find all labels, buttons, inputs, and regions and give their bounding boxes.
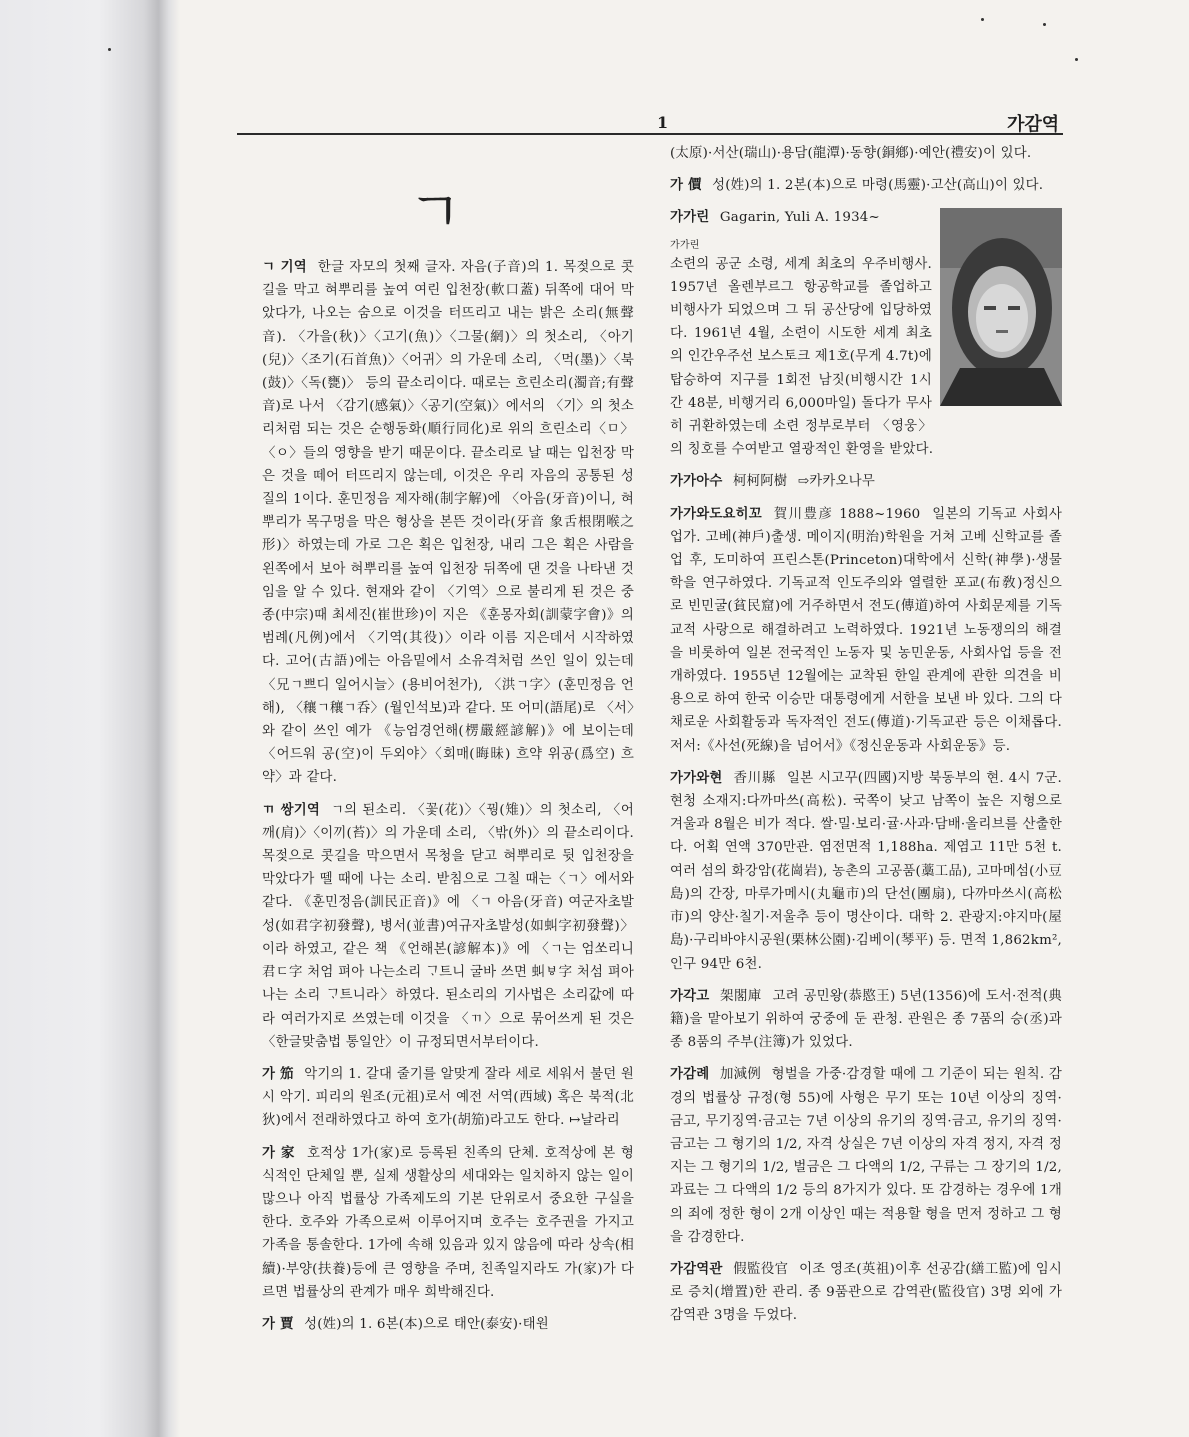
entry-headword: 가가와현	[670, 770, 723, 786]
entry-headword: 가감역관	[670, 1261, 723, 1277]
entry-text: 성(姓)의 1. 6본(本)으로 태안(泰安)·태원	[304, 1316, 549, 1332]
running-head: 가감역	[1007, 114, 1060, 135]
entry-hanja: 加減例	[719, 1067, 762, 1083]
entry-hanja: 架閣庫	[720, 988, 762, 1004]
header-rule	[237, 133, 1063, 135]
entry-text: 형벌을 가중·감경할 때에 그 기준이 되는 원칙. 감경의 법률상 규정(형 55)에 사형은 무기 또는 10년 이상의 징역·금고, 무기징역·금고는 7년 이상의 유기의 징역·금고, 유기의 징역·금고는 그 형기의 1/2, 자격 상실은 7년 이상의 자격 정지, 자격 정지는 그 형기의 1/2, 벌금은 그 다액의 1/2, 구류는 그 장기의 1/2, 과료는 그 다액의 1/2 등의 8가지가 있다. 또 감경하는 경우에 1개의 죄에 정한 형이 2개 이상인 때는 적용할 형을 먼저 정하고 그 형을 감경한다.	[670, 1067, 1062, 1245]
entry-headword: 가가린	[670, 210, 710, 226]
entry-text: 고려 공민왕(恭愍王) 5년(1356)에 도서·전적(典籍)을 맡아보기 위하여 궁중에 둔 관청. 관원은 종 7품의 승(丞)과 종 8품의 주부(注簿)가 있었다.	[670, 988, 1062, 1051]
photo-caption: 가가린	[670, 239, 700, 251]
entry-hanja: 假監役官	[733, 1261, 789, 1277]
dictionary-entry	[670, 206, 1062, 229]
dictionary-entry	[670, 174, 1062, 197]
dictionary-entry	[670, 1258, 1062, 1328]
entry-headword: 가가와도요히꼬	[670, 506, 762, 522]
left-column	[262, 256, 634, 1345]
entry-text: 소련의 공군 소령, 세계 최초의 우주비행사. 1957년 올렌부르그 항공학교를 졸업하고 비행사가 되었으며 그 뒤 공산당에 입당하였다. 1961년 4월, 소련이 시도한 세계 최초의 인간우주선 보스토크 제1호(무게 4.7t)에 탑승하여 지구를 1회전 남짓(비행시간 1시간 48분, 비행거리 6,000마일) 돌다가 무사히 귀환하였는데 소련 정부로부터 〈영웅〉의 칭호를 수여받고 열광적인 환영을 받았다.	[670, 256, 934, 458]
dictionary-entry	[262, 1142, 634, 1304]
dictionary-entry	[670, 1063, 1062, 1249]
entry-text: 성(姓)의 1. 2본(本)으로 마령(馬靈)·고산(高山)이 있다.	[712, 178, 1044, 194]
dictionary-entry	[670, 503, 1062, 758]
entry-headword: ㄲ 쌍기역	[262, 802, 320, 818]
page-number: 1	[657, 113, 669, 132]
entry-text: 악기의 1. 갈대 줄기를 알맞게 잘라 세로 세워서 불던 원시 악기. 피리의 원조(元祖)로서 예전 서역(西域) 혹은 북적(北狄)에서 전래하였다고 하여 호가(胡笳)라고도 한다. ↦날라리	[262, 1066, 634, 1129]
entry-text: 일본의 기독교 사회사업가. 고베(神戶)출생. 메이지(明治)학원을 거쳐 고베 신학교를 졸업 후, 도미하여 프린스톤(Princeton)대학에서 신학(神學)·생물학을 연구하였다. 기독교적 인도주의와 열렬한 포교(布敎)정신으로 빈민굴(貧民窟)에 거주하면서 전도(傳道)하여 사회문제를 기독교적 사랑으로 해결하려고 노력하였다. 1921년 노동쟁의의 해결을 비롯하여 일본 전국적인 노동자 및 농민운동, 사회사업 등을 전개하였다. 1955년 12월에는 교착된 한일 관계에 관한 의견을 비용으로 하여 한국 이승만 대통령에게 서한을 보낸 바 있다. 그의 다채로운 사회활동과 독자적인 전도(傳道)·기독교관 등은 이채롭다. 저서:《사선(死線)을 넘어서》《정신운동과 사회운동》등.	[670, 506, 1062, 754]
entry-headword: 가감례	[670, 1067, 710, 1083]
dictionary-entry	[670, 767, 1062, 976]
dictionary-entry	[262, 1313, 634, 1336]
entry-hanja: 賀川豊彦 1888~1960	[773, 506, 921, 522]
dictionary-entry	[670, 985, 1062, 1055]
gagarin-photo	[940, 208, 1062, 424]
entry-hanja: 柯柯阿樹	[733, 474, 788, 490]
entry-headword: 가각고	[670, 988, 710, 1004]
portrait-image	[940, 208, 1062, 406]
entry-hanja: 香川縣	[733, 770, 776, 786]
entry-text: 한글 자모의 첫째 글자. 자음(子音)의 1. 목젖으로 콧길을 막고 혀뿌리를 높여 여린 입천장(軟口蓋) 뒤쪽에 대어 막았다가, 나오는 숨으로 이것을 터뜨리고 내는 밝은 소리(無聲音). 〈가을(秋)〉〈고기(魚)〉〈그물(網)〉의 첫소리, 〈아기(兒)〉〈조기(石首魚)〉〈어귀〉의 가운데 소리, 〈먹(墨)〉〈북(鼓)〉〈독(甕)〉 등의 끝소리이다. 때로는 흐린소리(濁音;有聲音)로 나서 〈감기(感氣)〉〈공기(空氣)〉에서의 〈기〉의 첫소리처럼 되는 것은 순행동화(順行同化)로 위의 흐린소리〈ㅁ〉〈ㅇ〉들의 영향을 받기 때문이다. 끝소리로 날 때는 입천장 막은 것을 떼어 터뜨리지 않는데, 이것은 우리 자음의 공통된 성질의 1이다. 훈민정음 제자해(制字解)에 〈아음(牙音)이니, 혀뿌리가 목구멍을 막은 형상을 본뜬 것이라(牙音 象舌根閉喉之形)〉하였는데 가로 그은 획은 입천장, 내리 그은 획은 사람을 왼쪽에서 보아 혀뿌리를 높여 입천장 뒤쪽에 댄 것을 나타낸 것임을 알 수 있다. 현재와 같이 〈기역〉으로 불리게 된 것은 중종(中宗)때 최세진(崔世珍)이 지은 《훈몽자회(訓蒙字會)》의 범례(凡例)에서 〈기역(其役)〉이라 이름 지은데서 시작하였다. 고어(古語)에는 아음밑에서 소유격처럼 쓰인 일이 있는데 〈兄ㄱ쁘디 일어시늘〉(용비어천가), 〈洪ㄱ字〉(훈민정음 언해), 〈穰ㄱ穰ㄱ呑〉(월인석보)과 같다. 또 어미(語尾)로 〈서〉와 같이 쓰인 예가 《능엄경언해(楞嚴經諺解)》에 보이는데 〈어드워 공(空)이 두외야〉〈회매(晦昧) 흐약 위공(爲空) 흐약〉과 같다.	[262, 260, 634, 786]
entry-text: ⇨카카오나무	[797, 474, 875, 490]
entry-headword: ㄱ 기역	[262, 260, 307, 275]
dictionary-entry	[262, 799, 634, 1054]
entry-headword: 가 笳	[262, 1066, 294, 1082]
entry-headword: 가 賈	[262, 1316, 294, 1332]
section-letter: ㄱ	[408, 180, 463, 245]
dictionary-entry	[262, 256, 634, 790]
dictionary-entry	[262, 1063, 634, 1133]
entry-headword: 가 價	[670, 178, 702, 194]
entry-headword: 가 家	[262, 1145, 296, 1161]
entry-text: 일본 시고꾸(四國)지방 북동부의 현. 4시 7군. 현청 소재지:다까마쓰(高松). 국쪽이 낮고 남쪽이 높은 지형으로 겨울과 8월은 비가 적다. 쌀·밀·보리·귤·사과·담배·올리브를 산출한다. 어획 연액 370만관. 염전면적 1,188ha. 제염고 11만 5천 t. 여러 섬의 화강암(花崗岩), 농촌의 고공품(藁工品), 고마메섬(小豆島)의 간장, 마루가메시(丸龜市)의 단선(團扇), 다까마쓰시(高松市)의 양산·칠기·저울추 등이 명산이다. 대학 2. 관광지:야지마(屋島)·구리바야시공원(栗林公園)·김베이(琴平) 등. 면적 1,862km², 인구 94만 6천.	[670, 770, 1062, 972]
right-column	[670, 142, 1062, 1337]
dictionary-entry	[670, 470, 1062, 493]
entry-text: 이조 영조(英祖)이후 선공감(繕工監)에 임시로 증치(增置)한 관리. 종 9품관으로 감역관(監役官) 3명 외에 가감역관 3명을 두었다.	[670, 1261, 1062, 1324]
book-gutter	[0, 0, 180, 1437]
entry-headword: 가가아수	[670, 474, 723, 490]
entry-text: (太原)·서산(瑞山)·용담(龍潭)·동향(銅鄕)·예안(禮安)이 있다.	[670, 146, 1032, 161]
entry-hanja: Gagarin, Yuli A. 1934~	[719, 210, 880, 226]
entry-text: ㄱ의 된소리. 〈꽃(花)〉〈꿩(雉)〉의 첫소리, 〈어깨(肩)〉〈이끼(苔)〉의 가운데 소리, 〈밖(外)〉의 끝소리이다. 목젖으로 콧길을 막으면서 목청을 닫고 혀뿌리로 뒷 입천장을 막았다가 뗄 때에 나는 소리. 받침으로 그칠 때는〈ㄱ〉에서와 같다. 《훈민정음(訓民正音)》에 〈ㄱ 아음(牙音) 여군자초발성(如君字初發聲), 병서(並書)여규자초발성(如虯字初發聲)〉이라 하였고, 같은 책 《언해본(諺解本)》에 〈ㄱ는 엄쏘리니 君ㄷ字 처엄 펴아 나는소리 ᄀᆞ트니 굴바 쓰면 虯ㅸ字 처섬 펴아 나는 소리 ᄀᆞ트니라〉하였다. 된소리의 기사법은 소리값에 따라 여러가지로 쓰였는데 이것을 〈ㄲ〉으로 묶어쓰게 된 것은 〈한글맞춤법 통일안〉이 규정되면서부터이다.	[262, 802, 635, 1050]
dictionary-entry-continued	[670, 142, 1062, 165]
entry-text: 호적상 1가(家)로 등록된 친족의 단체. 호적상에 본 형식적인 단체일 뿐, 실제 생활상의 세대와는 일치하지 않는 일이 많으나 아직 법률상 가족제도의 기본 단위로서 중요한 구실을 한다. 호주와 가족으로써 이루어지며 호주는 호주권을 가지고 가족을 통솔한다. 1가에 속해 있음과 있지 않음에 따라 상속(相續)·부양(扶養)등에 큰 영향을 주며, 친족일지라도 가(家)가 다르면 법률상의 관계가 매우 희박해진다.	[262, 1145, 634, 1300]
